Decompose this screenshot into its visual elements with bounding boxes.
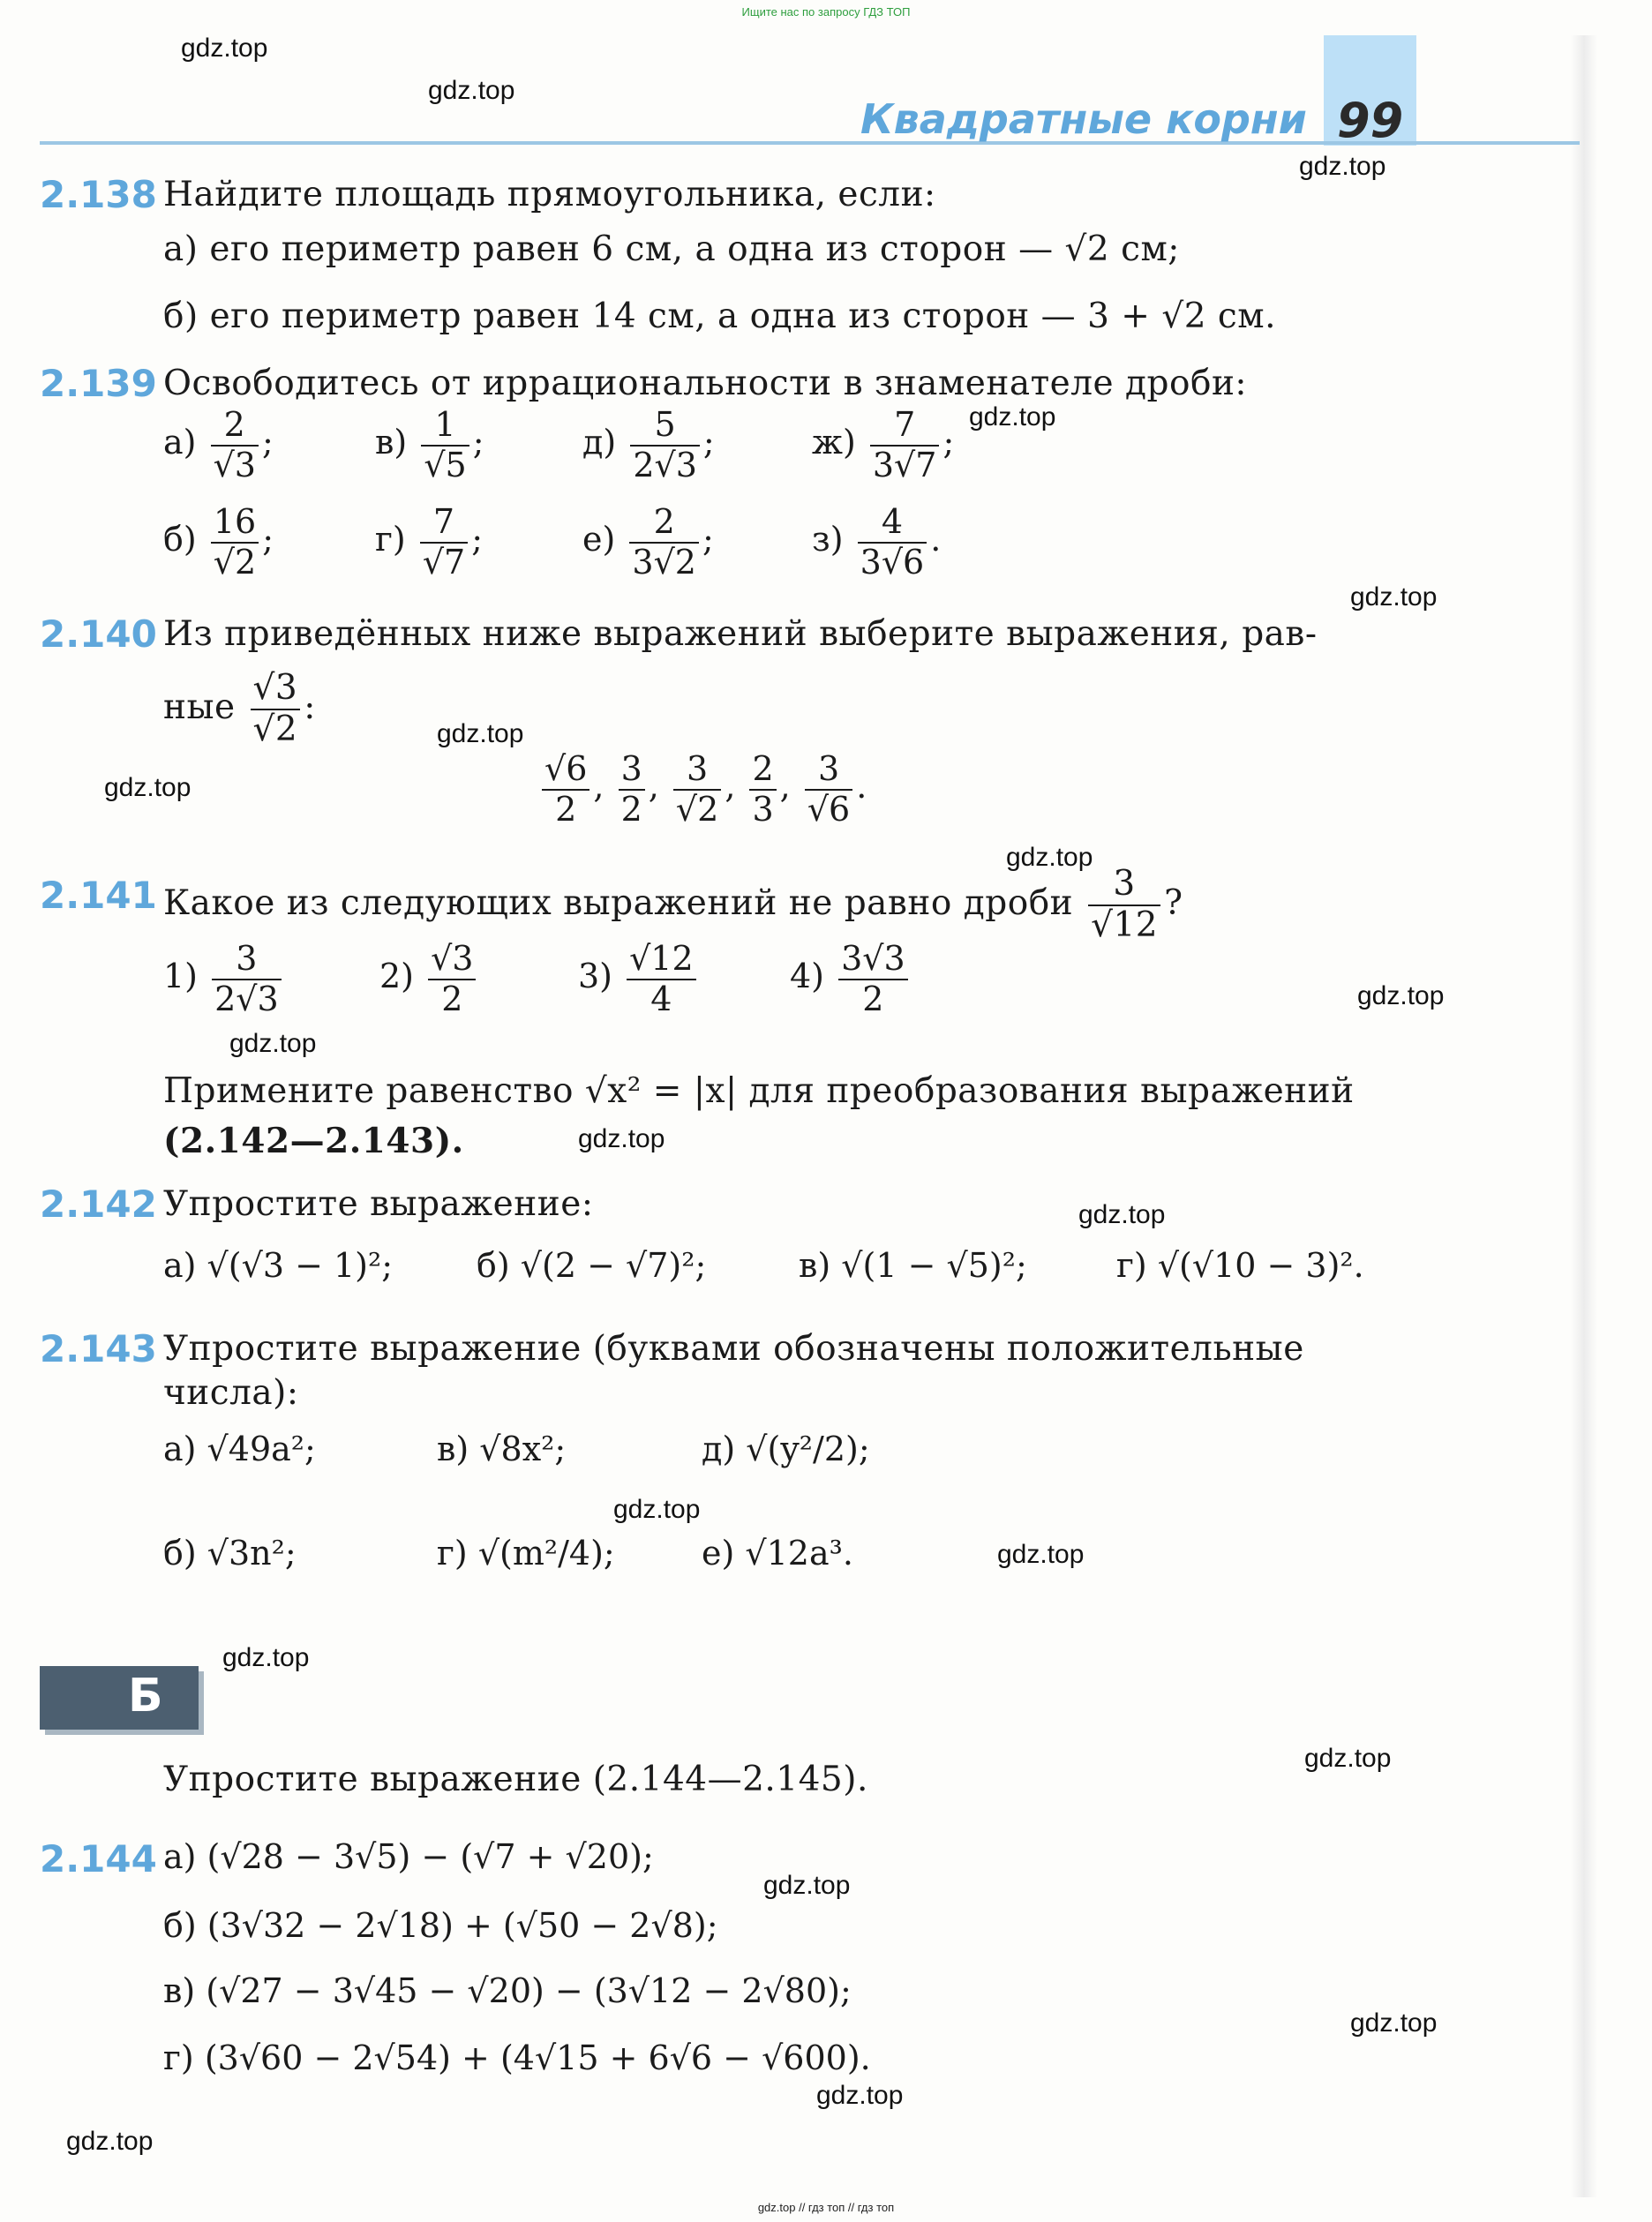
- fraction: [629, 503, 699, 582]
- punct: ;: [471, 520, 484, 559]
- expression-item: [163, 1534, 297, 1573]
- item-label: в): [375, 423, 418, 462]
- expression-item: [375, 406, 484, 484]
- denominator: 2: [862, 979, 884, 1018]
- page-edge-shadow: [1571, 35, 1597, 2197]
- item-label: 2): [379, 957, 425, 996]
- denominator: √12: [1091, 905, 1159, 945]
- expression-item: [582, 406, 715, 484]
- options-row: [538, 750, 867, 829]
- problem-text: Упростите выражение:: [163, 1184, 594, 1224]
- problem-number: 2.142: [40, 1182, 157, 1226]
- page-number: 99: [1337, 93, 1404, 148]
- text-fragment: Какое из следующих выражений не равно дроби: [163, 882, 1074, 923]
- fraction: [749, 750, 776, 829]
- punct: ;: [702, 423, 715, 462]
- punct: ,: [725, 767, 747, 807]
- numerator: 3: [619, 750, 645, 791]
- watermark: gdz.top: [1299, 152, 1386, 181]
- expression-text: в) √8x²;: [437, 1430, 567, 1468]
- punct: ;: [472, 423, 484, 462]
- fraction: [1088, 865, 1160, 946]
- watermark: gdz.top: [816, 2081, 904, 2110]
- expression-text: е) √12a³.: [702, 1534, 853, 1573]
- problem-item: а) его периметр равен 6 см, а одна из сторон — √2 см;: [163, 229, 1180, 269]
- fraction: [421, 406, 469, 484]
- expression-item: [790, 940, 912, 1018]
- fraction: [805, 750, 852, 829]
- fraction: [211, 503, 259, 582]
- instruction: Упростите выражение (2.144—2.145).: [163, 1760, 868, 1799]
- problem-number: 2.138: [40, 173, 157, 216]
- fraction: [619, 750, 645, 829]
- fraction: [858, 503, 927, 582]
- item-label: д): [582, 423, 627, 462]
- problem-text: Из приведённых ниже выражений выберите выражения, рав-: [163, 614, 1318, 654]
- fraction: [870, 406, 940, 484]
- expression-item: [1116, 1246, 1364, 1285]
- numerator: 16: [211, 503, 259, 544]
- punct: ,: [593, 767, 615, 807]
- watermark: gdz.top: [763, 1871, 851, 1900]
- denominator: √2: [252, 709, 298, 749]
- expression-text: б) √(2 − √7)²;: [477, 1246, 707, 1285]
- item-label: б): [163, 520, 207, 559]
- watermark: gdz.top: [997, 1540, 1085, 1569]
- section-label: Б: [128, 1670, 163, 1723]
- expression-text: в) (√27 − 3√45 − √20) − (3√12 − 2√80);: [163, 1971, 852, 2010]
- expression-item: [437, 1430, 566, 1468]
- expression-item: [163, 1430, 316, 1468]
- expression-text: б) (3√32 − 2√18) + (√50 − 2√8);: [163, 1906, 718, 1945]
- numerator: √12: [627, 940, 696, 980]
- punct: ,: [779, 767, 801, 807]
- watermark: gdz.top: [66, 2127, 154, 2156]
- page-title: Квадратные корни: [860, 95, 1307, 143]
- expression-item: [582, 503, 714, 582]
- watermark: gdz.top: [1350, 582, 1438, 612]
- watermark: gdz.top: [1006, 843, 1093, 872]
- instruction: Примените равенство √x² = |x| для преобразования выражений: [163, 1071, 1355, 1111]
- punct: .: [930, 520, 942, 559]
- denominator: 4: [650, 979, 672, 1018]
- fraction: [673, 750, 721, 829]
- punct: ,: [648, 767, 670, 807]
- denominator: 2√3: [214, 979, 279, 1018]
- expression-item: [163, 406, 274, 484]
- punct: :: [304, 687, 316, 727]
- problem-text: Упростите выражение (буквами обозначены положительные: [163, 1329, 1304, 1369]
- problem-number: 2.140: [40, 612, 157, 656]
- expression-item: [163, 1906, 718, 1945]
- expression-item: [578, 940, 700, 1018]
- problem-text-cont: [163, 669, 316, 750]
- denominator: √7: [422, 542, 466, 582]
- numerator: 2: [749, 750, 776, 791]
- expression-item: [375, 503, 483, 582]
- punct: ;: [261, 423, 274, 462]
- item-label: з): [812, 520, 854, 559]
- watermark: gdz.top: [229, 1029, 317, 1058]
- numerator: 3√3: [838, 940, 908, 980]
- denominator: √2: [675, 789, 719, 829]
- problem-text: Найдите площадь прямоугольника, если:: [163, 175, 936, 214]
- expression-item: [799, 1246, 1027, 1285]
- numerator: 7: [870, 406, 940, 447]
- item-label: 4): [790, 957, 836, 996]
- expression-item: [163, 1246, 393, 1285]
- problem-text-cont: числа):: [163, 1373, 299, 1413]
- problem-number: 2.143: [40, 1327, 157, 1370]
- expression-text: д) √(y²/2);: [702, 1430, 870, 1468]
- fraction: [627, 940, 696, 1018]
- expression-text: г) (3√60 − 2√54) + (4√15 + 6√6 − √600).: [163, 2038, 871, 2077]
- numerator: √3: [428, 940, 476, 980]
- numerator: 3: [212, 940, 282, 980]
- numerator: 3: [1088, 865, 1160, 906]
- watermark: gdz.top: [428, 76, 515, 105]
- numerator: 3: [673, 750, 721, 791]
- watermark: gdz.top: [1304, 1744, 1392, 1773]
- expression-item: [477, 1246, 706, 1285]
- denominator: √2: [213, 542, 257, 582]
- text-fragment: ные: [163, 687, 236, 727]
- section-b-badge: [40, 1666, 199, 1730]
- punct: ;: [262, 520, 274, 559]
- watermark: gdz.top: [1357, 981, 1445, 1010]
- item-label: а): [163, 423, 207, 462]
- denominator: 3√6: [860, 542, 925, 582]
- numerator: 4: [858, 503, 927, 544]
- expression-item: [163, 503, 274, 582]
- expression-item: [163, 1837, 654, 1876]
- denominator: 2: [441, 979, 463, 1018]
- expression-item: [437, 1534, 615, 1573]
- numerator: 7: [420, 503, 468, 544]
- problem-text: Освободитесь от иррациональности в знаменателе дроби:: [163, 364, 1248, 403]
- problem-item: б) его периметр равен 14 см, а одна из сторон — 3 + √2 см.: [163, 297, 1277, 336]
- fraction: [838, 940, 908, 1018]
- denominator: 2: [620, 789, 642, 829]
- expression-item: [812, 503, 941, 582]
- denominator: 3: [752, 789, 774, 829]
- expression-item: [702, 1534, 853, 1573]
- expression-text: г) √(m²/4);: [437, 1534, 615, 1573]
- problem-number: 2.139: [40, 362, 157, 405]
- fraction: [251, 669, 301, 750]
- numerator: 5: [630, 406, 700, 447]
- problem-number: 2.144: [40, 1837, 157, 1880]
- item-label: 1): [163, 957, 209, 996]
- denominator: 2: [555, 789, 577, 829]
- expression-text: а) (√28 − 3√5) − (√7 + √20);: [163, 1837, 654, 1876]
- fraction: [420, 503, 468, 582]
- numerator: √3: [251, 669, 301, 710]
- expression-text: а) √49a²;: [163, 1430, 316, 1468]
- watermark: gdz.top: [437, 719, 524, 748]
- item-label: е): [582, 520, 627, 559]
- fraction: [542, 750, 589, 829]
- fraction: [212, 940, 282, 1018]
- instruction-range: (2.142—2.143).: [163, 1121, 464, 1161]
- watermark: gdz.top: [969, 402, 1056, 432]
- expression-text: в) √(1 − √5)²;: [799, 1246, 1027, 1285]
- numerator: 2: [629, 503, 699, 544]
- denominator: √3: [213, 445, 256, 484]
- item-label: 3): [578, 957, 624, 996]
- fraction: [630, 406, 700, 484]
- punct: ;: [702, 520, 714, 559]
- punct: ?: [1164, 882, 1183, 923]
- fraction: [211, 406, 259, 484]
- watermark: gdz.top: [104, 773, 191, 802]
- expression-text: г) √(√10 − 3)².: [1116, 1246, 1364, 1285]
- punct: ;: [942, 423, 955, 462]
- expression-item: [163, 940, 285, 1018]
- bottom-note: gdz.top // гдз топ // гдз топ: [757, 2201, 895, 2214]
- expression-item: [702, 1430, 870, 1468]
- numerator: 2: [211, 406, 259, 447]
- expression-text: а) √(√3 − 1)²;: [163, 1246, 394, 1285]
- expression-item: [812, 406, 954, 484]
- problem-text: [163, 865, 1183, 946]
- numerator: √6: [542, 750, 589, 791]
- item-label: г): [375, 520, 417, 559]
- denominator: √6: [807, 789, 851, 829]
- watermark: gdz.top: [578, 1124, 665, 1153]
- problem-number: 2.141: [40, 874, 157, 917]
- item-label: ж): [812, 423, 867, 462]
- expression-item: [163, 1971, 852, 2010]
- fraction: [428, 940, 476, 1018]
- numerator: 3: [805, 750, 852, 791]
- watermark: gdz.top: [1078, 1200, 1166, 1229]
- denominator: 3√7: [872, 445, 937, 484]
- expression-item: [379, 940, 479, 1018]
- denominator: √5: [424, 445, 467, 484]
- punct: .: [856, 767, 867, 807]
- watermark: gdz.top: [613, 1495, 701, 1524]
- watermark: gdz.top: [222, 1643, 310, 1672]
- denominator: 3√2: [632, 542, 696, 582]
- expression-item: [163, 2038, 871, 2077]
- denominator: 2√3: [633, 445, 697, 484]
- top-note: Ищите нас по запросу ГДЗ ТОП: [741, 5, 911, 19]
- watermark: gdz.top: [181, 34, 268, 63]
- expression-text: б) √3n²;: [163, 1534, 297, 1573]
- numerator: 1: [421, 406, 469, 447]
- watermark: gdz.top: [1350, 2008, 1438, 2038]
